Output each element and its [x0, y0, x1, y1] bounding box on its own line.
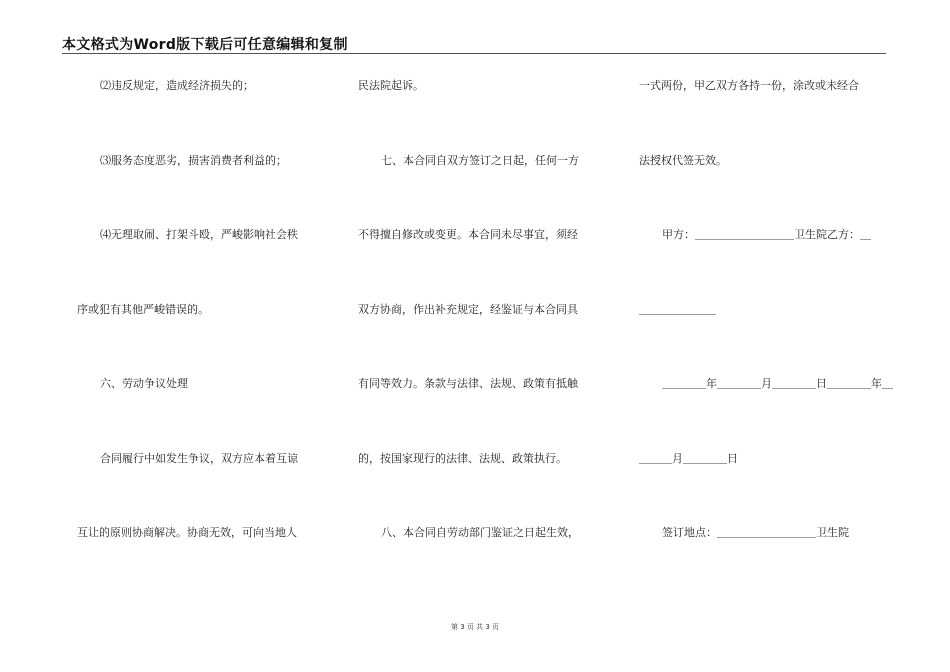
left-column-line: 合同履行中如发生争议，双方应本着互谅: [100, 452, 298, 465]
date-line: ＿＿＿＿年＿＿＿＿月＿＿＿＿日＿＿＿＿年＿: [662, 377, 893, 390]
left-column-line: ⑷无理取闹、打架斗殴，严峻影响社会秩: [100, 228, 298, 241]
right-column-line: 法授权代签无效。: [639, 154, 727, 167]
left-column-line: 序或犯有其他严峻错误的。: [77, 303, 209, 316]
middle-column-line: 双方协商，作出补充规定，经鉴证与本合同具: [358, 303, 578, 316]
middle-column-line: 七、本合同自双方签订之日起，任何一方: [381, 154, 579, 167]
middle-column-line: 的，按国家现行的法律、法规、政策执行。: [358, 452, 567, 465]
left-column-line: ⑵违反规定，造成经济损失的；: [100, 79, 254, 92]
left-column-line: ⑶服务态度恶劣，损害消费者利益的；: [100, 154, 287, 167]
middle-column-line: 八、本合同自劳动部门鉴证之日起生效，: [381, 526, 579, 539]
left-column-line: 六、劳动争议处理: [100, 377, 188, 390]
signing-location-line: 签订地点：＿＿＿＿＿＿＿＿＿卫生院: [662, 526, 849, 539]
signature-party-line: 甲方：＿＿＿＿＿＿＿＿＿卫生院乙方：＿: [662, 228, 871, 241]
middle-column-line: 不得擅自修改或变更。本合同未尽事宜，须经: [358, 228, 578, 241]
signature-blank-line: ＿＿＿＿＿＿＿: [639, 303, 716, 316]
right-column-line: 一式两份，甲乙双方各持一份，涂改或未经合: [639, 79, 859, 92]
header-divider: [62, 53, 886, 54]
middle-column-line: 有同等效力。条款与法律、法规、政策有抵触: [358, 377, 578, 390]
date-line: ＿＿＿月＿＿＿＿日: [639, 452, 738, 465]
left-column-line: 互让的原则协商解决。协商无效，可向当地人: [77, 526, 297, 539]
page-header-title: 本文格式为Word版下载后可任意编辑和复制: [62, 37, 348, 53]
page-footer: 第 3 页 共 3 页: [450, 623, 500, 631]
middle-column-line: 民法院起诉。: [358, 79, 424, 92]
